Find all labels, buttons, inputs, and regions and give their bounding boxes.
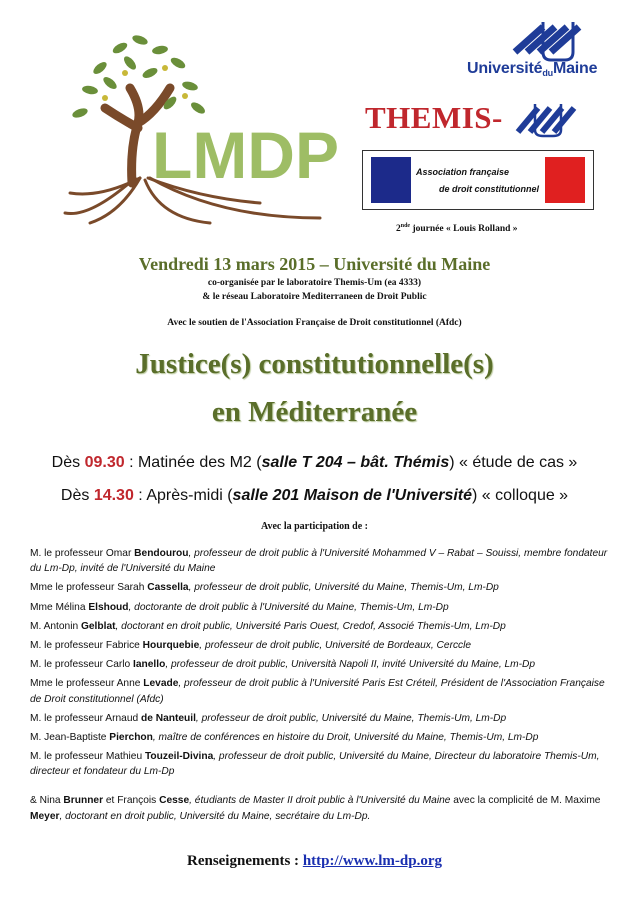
univ-mark-icon [455, 22, 615, 62]
universite-du-maine-logo [455, 22, 615, 92]
list-item: M. le professeur Mathieu Touzeil-Divina, professeur de droit public, Université du Maine, Directeur du laboratoire Themis-Um, directeur et fondateur du Lm-Dp [30, 751, 600, 778]
website-link[interactable]: http://www.lm-dp.org [302, 853, 442, 869]
schedule-morning: Dès 09.30 : Matinée des M2 (salle T 204 – bât. Thémis) « étude de cas » [51, 454, 578, 471]
afdc-logo: Association française de droit constitutionnel [362, 150, 594, 210]
tree-icon [60, 28, 350, 228]
list-item: M. le professeur Fabrice Hourquebie, professeur de droit public, Université de Bordeaux, Cerccle [30, 640, 472, 652]
list-item: M. Jean-Baptiste Pierchon, maître de conférences en histoire du Droit, Université du Maine, Themis-Um, Lm-Dp [30, 732, 539, 744]
flag-blue-block [371, 157, 411, 203]
schedule-afternoon: Dès 14.30 : Après-midi (salle 201 Maison de l'Université) « colloque » [60, 487, 569, 504]
journee-label: 2nde journée « Louis Rolland » [396, 223, 518, 235]
soutien-line: Avec le soutien de l'Association Française de Droit constitutionnel (Afdc) [167, 318, 462, 328]
co-organisee-line: co-organisée par le laboratoire Themis-Um (ea 4333) [207, 278, 422, 288]
participation-label: Avec la participation de : [260, 521, 369, 532]
lmdp-logo [60, 28, 350, 228]
lmdp-wordmark: LMDP [152, 118, 339, 192]
list-item: Mme Mélina Elshoud, doctorante de droit public à l'Université du Maine, Themis-Um, Lm-Dp [30, 601, 449, 613]
list-item: M. le professeur Carlo Ianello, professeur de droit public, Università Napoli II, invité Université du Maine, Lm-Dp [30, 659, 536, 671]
themis-mark-icon [513, 100, 593, 140]
list-item: M. Antonin Gelblat, doctorant en droit public, Université Paris Ouest, Credof, Associé Themis-Um, Lm-Dp [30, 620, 506, 632]
page-title-line2: en Méditerranée [211, 396, 418, 428]
closing-paragraph: & Nina Brunner et François Cesse, étudiants de Master II droit public à l'Université du Maine avec la complicité de M. Maxime Meyer, doctorant en droit public, Université du Maine, secrétaire du Lm-Dp. [30, 795, 601, 822]
renseignements-line: Renseignements : http://www.lm-dp.org [186, 853, 442, 869]
list-item: M. le professeur Arnaud de Nanteuil, professeur de droit public, Université du Maine, Themis-Um, Lm-Dp [30, 712, 507, 724]
list-item: Mme le professeur Anne Levade, professeur de droit public à l'Université Paris Est Créteil, Président de l'Association Française de Droit constitutionnel (Afdc) [30, 678, 605, 705]
flag-red-block [545, 157, 585, 203]
participant-list [30, 546, 612, 784]
page-title-line1: Justice(s) constitutionnelle(s) [135, 348, 494, 380]
themis-um-logo: THEMIS- [365, 100, 605, 140]
universite-du-maine-text: UniversitéduMaine [467, 60, 598, 78]
list-item: M. le professeur Omar Bendourou, professeur de droit public à l'Université Mohammed V – Rabat – Souissi, membre fondateur du Lm-Dp, invité de l'Université du Maine [30, 548, 608, 575]
list-item: Mme le professeur Sarah Cassella, professeur de droit public, Université du Maine, Themis-Um, Lm-Dp [30, 582, 499, 594]
reseau-line: & le réseau Laboratoire Mediterraneen de Droit Public [202, 292, 427, 302]
event-date: Vendredi 13 mars 2015 – Université du Maine [138, 254, 491, 274]
